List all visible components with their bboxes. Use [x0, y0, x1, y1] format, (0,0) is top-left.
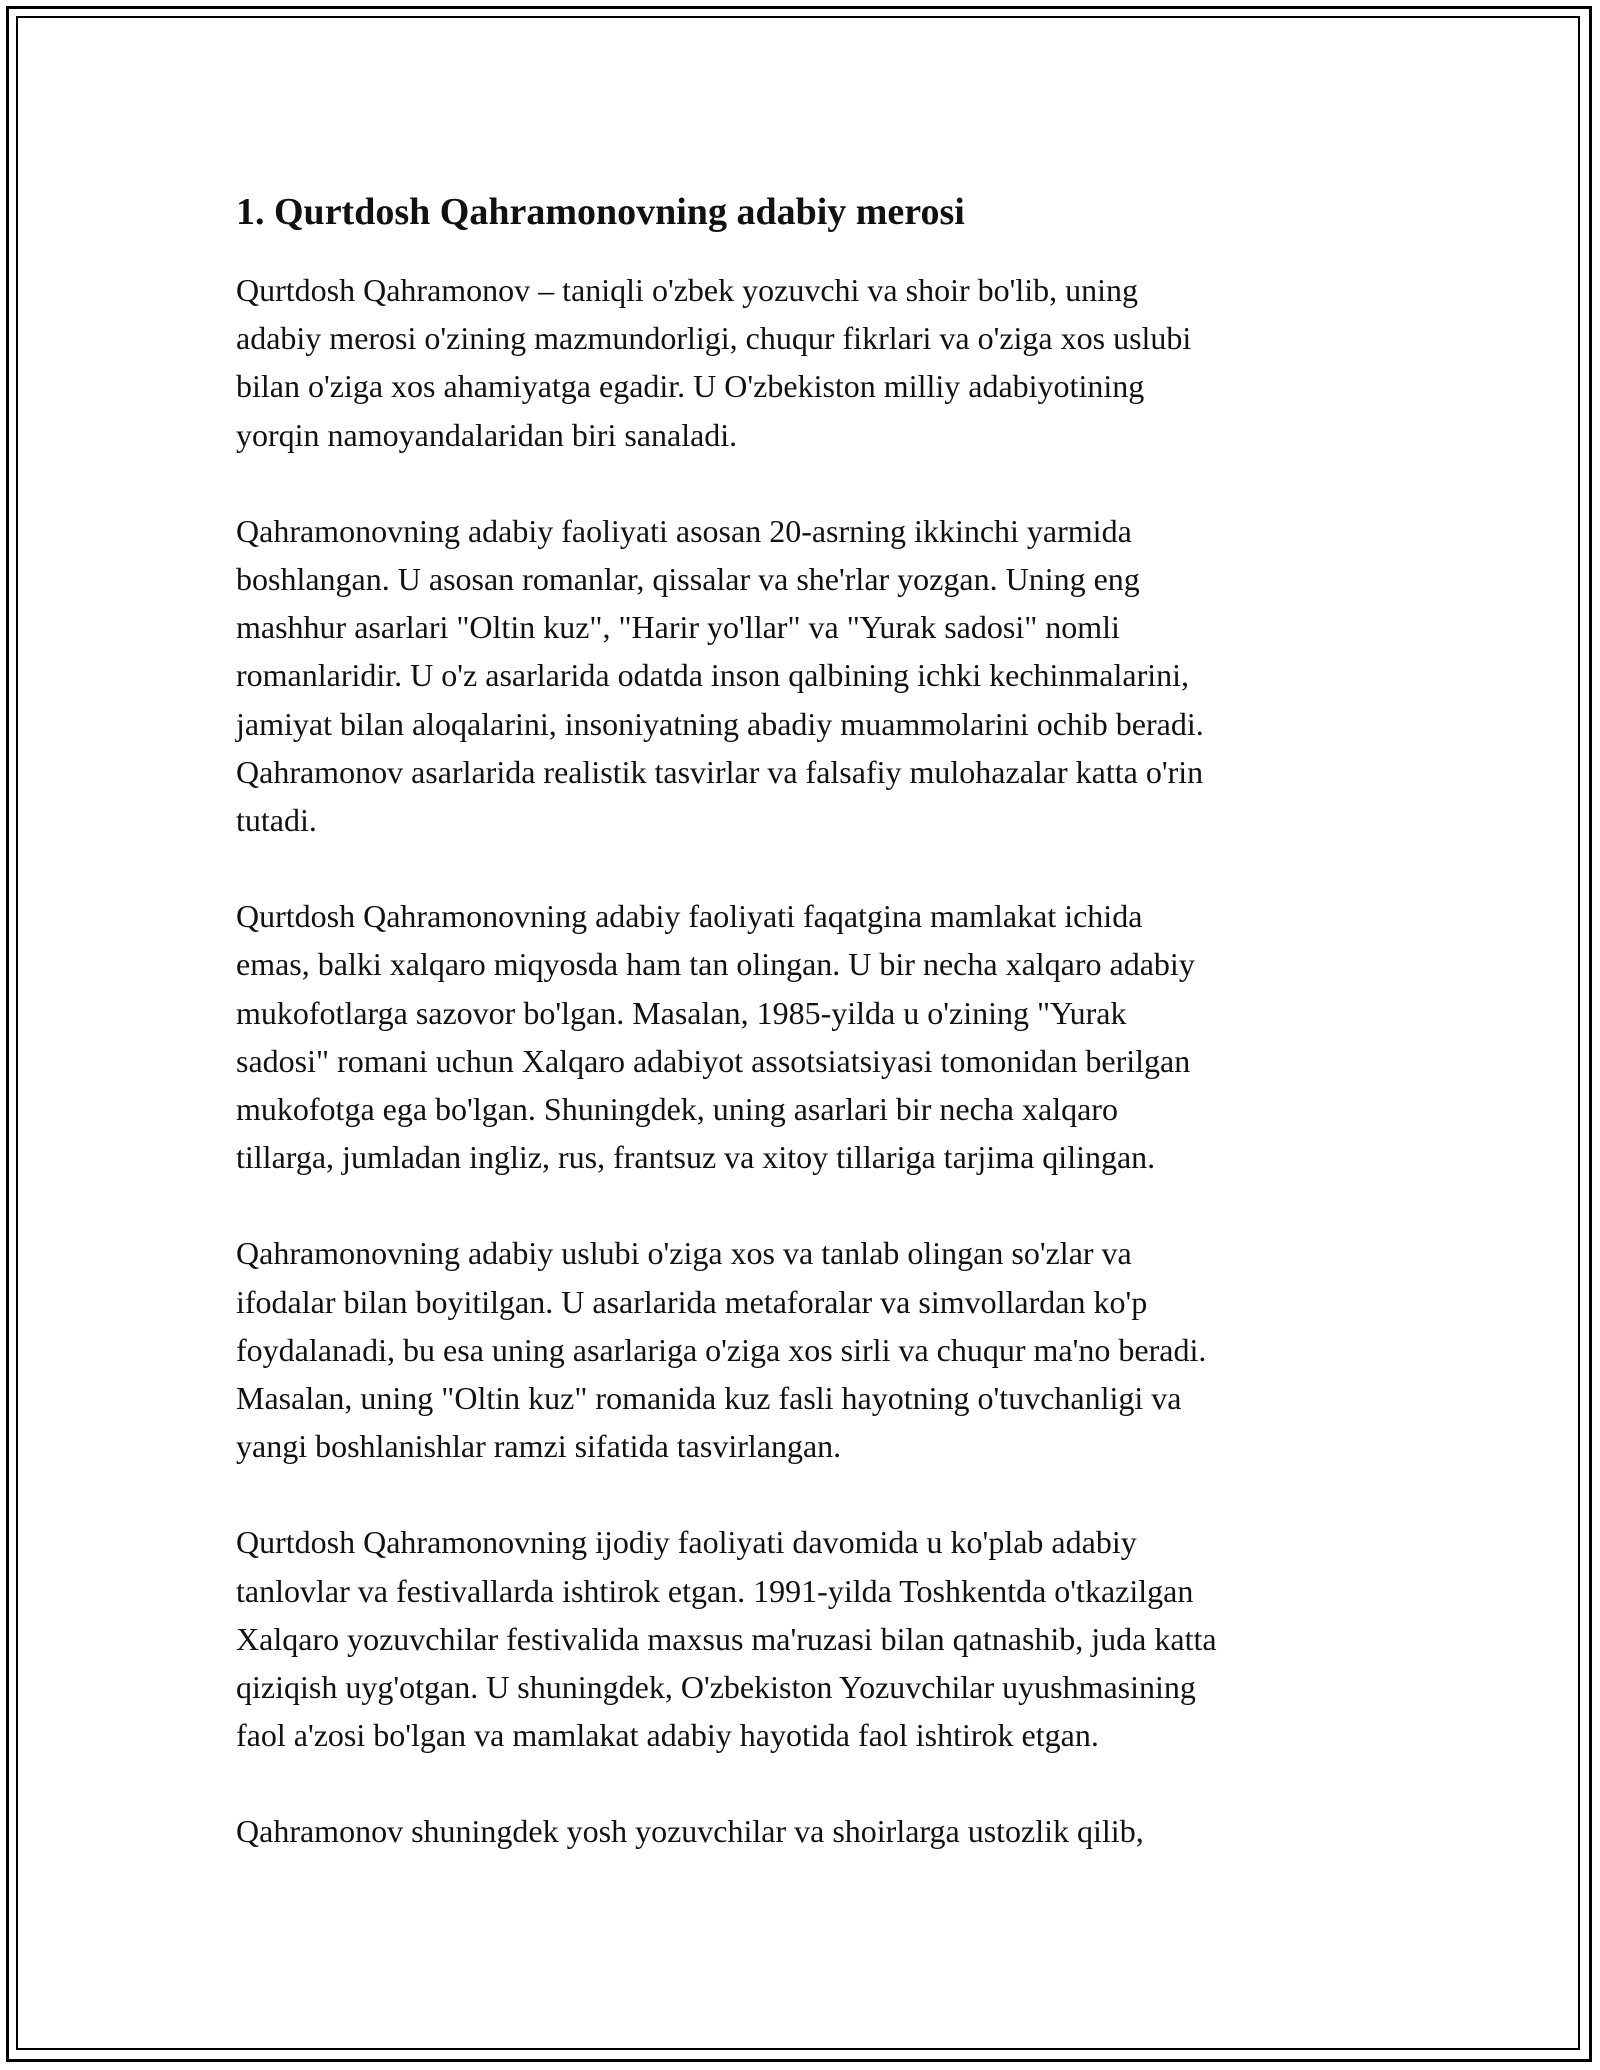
document-body: [236, 186, 1366, 1904]
paragraph-festivals: Qurtdosh Qahramonovning ijodiy faoliyati davomida u ko'plab adabiy tanlovlar va festivallarda ishtirok etgan. 1991-yilda Toshkentda o'tkazilgan Xalqaro yozuvchilar festivalida maxsus ma'ruzasi bilan qatnashib, juda katta qiziqish uyg'otgan. U shuningdek, O'zbekiston Yozuvchilar uyushmasining faol a'zosi bo'lgan va mamlakat adabiy hayotida faol ishtirok etgan.: [236, 1524, 1217, 1754]
paragraph-mentorship: Qahramonov shuningdek yosh yozuvchilar va shoirlarga ustozlik qilib,: [236, 1813, 1144, 1850]
paragraph-international-recognition: Qurtdosh Qahramonovning adabiy faoliyati faqatgina mamlakat ichida emas, balki xalqaro miqyosda ham tan olingan. U bir necha xalqaro adabiy mukofotlarga sazovor bo'lgan. Masalan, 1985-yilda u o'zining "Yurak sadosi" romani uchun Xalqaro adabiyot assotsiatsiyasi tomonidan berilgan mukofotga ega bo'lgan. Shuningdek, uning asarlari bir necha xalqaro tillarga, jumladan ingliz, rus, frantsuz va xitoy tillariga tarjima qilingan.: [236, 898, 1195, 1176]
paragraph-intro: Qurtdosh Qahramonov – taniqli o'zbek yozuvchi va shoir bo'lib, uning adabiy merosi o'zining mazmundorligi, chuqur fikrlari va o'ziga xos uslubi bilan o'ziga xos ahamiyatga egadir. U O'zbekiston milliy adabiyotining yorqin namoyandalaridan biri sanaladi.: [236, 272, 1192, 453]
section-heading: 1. Qurtdosh Qahramonovning adabiy merosi: [236, 191, 965, 233]
paragraph-literary-activity: Qahramonovning adabiy faoliyati asosan 20-asrning ikkinchi yarmida boshlangan. U asosan romanlar, qissalar va she'rlar yozgan. Uning eng mashhur asarlari "Oltin kuz", "Harir yo'llar" va "Yurak sadosi" nomli romanlaridir. U o'z asarlarida odatda inson qalbining ichki kechinmalarini, jamiyat bilan aloqalarini, insoniyatning abadiy muammolarini ochib beradi. Qahramonov asarlarida realistik tasvirlar va falsafiy mulohazalar katta o'rin tutadi.: [236, 512, 1204, 839]
paragraph-literary-style: Qahramonovning adabiy uslubi o'ziga xos va tanlab olingan so'zlar va ifodalar bilan boyitilgan. U asarlarida metaforalar va simvollardan ko'p foydalanadi, bu esa uning asarlariga o'ziga xos sirli va chuqur ma'no beradi. Masalan, uning "Oltin kuz" romanida kuz fasli hayotning o'tuvchanligi va yangi boshlanishlar ramzi sifatida tasvirlangan.: [236, 1235, 1207, 1465]
